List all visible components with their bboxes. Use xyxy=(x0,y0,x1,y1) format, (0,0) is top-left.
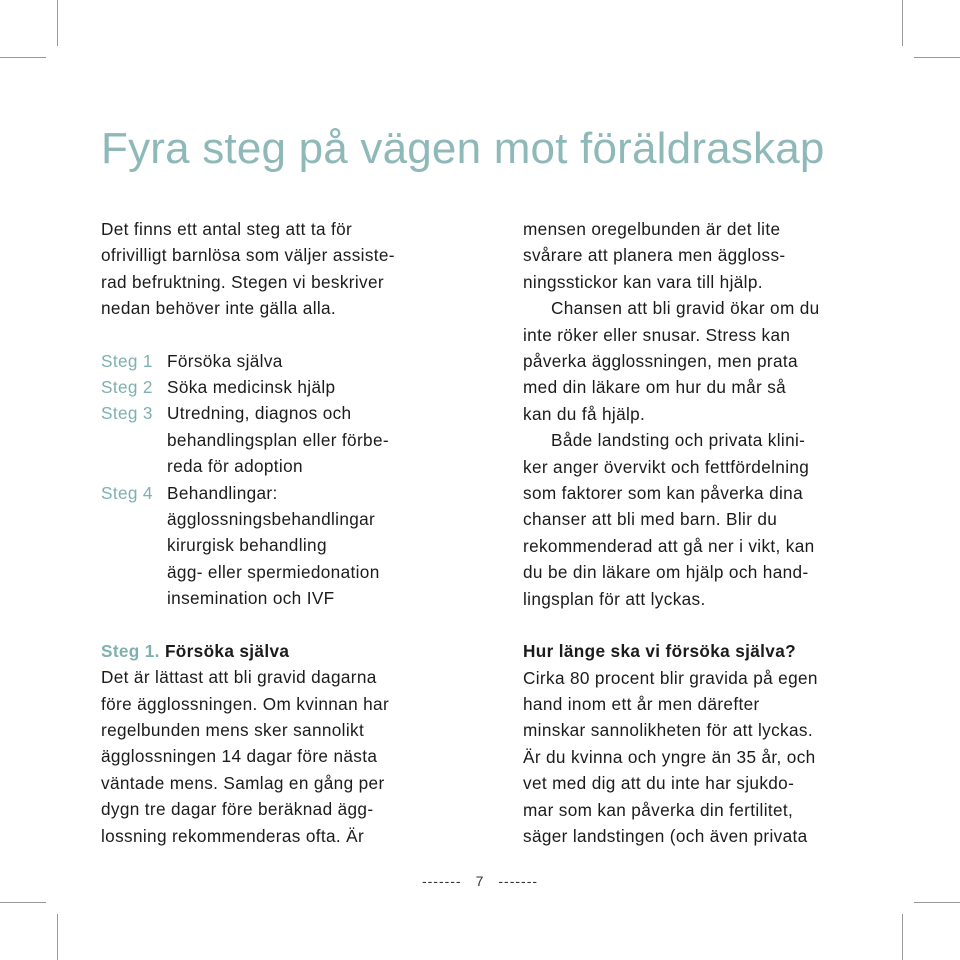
crop-mark-bottom-left-vertical xyxy=(57,914,58,960)
crop-mark-bottom-right-horizontal xyxy=(914,902,960,903)
step-item-1 xyxy=(101,348,481,374)
page-footer xyxy=(0,873,960,889)
steps-list xyxy=(101,348,481,612)
section-heading-key: Steg 1. xyxy=(101,640,160,661)
crop-mark-top-right-horizontal xyxy=(914,57,960,58)
footer-dashes-left: ------- xyxy=(421,873,462,889)
crop-mark-top-left-vertical xyxy=(57,0,58,46)
how-long-paragraph: Cirka 80 procent blir gravida på egen hand inom ett år men därefter minskar sannolikheten för att lyckas. Är du kvinna och yngre än 35 år, och vet med dig att du inte har sjukdo- mar som kan påverka din fertilitet, säger landstingen (och även privata xyxy=(523,667,818,846)
crop-mark-top-right-vertical xyxy=(902,0,903,46)
smoking-paragraph: Chansen att bli gravid ökar om du inte röker eller snusar. Stress kan påverka ägglossningen, men prata med din läkare om hur du mår så kan du få hjälp. xyxy=(523,298,820,424)
left-column xyxy=(101,216,481,849)
step-item-2 xyxy=(101,374,481,400)
step-label: Steg 1 xyxy=(101,350,153,371)
step-item-3 xyxy=(101,400,481,479)
page-number: 7 xyxy=(475,873,485,889)
section-heading-title: Försöka själva xyxy=(159,640,290,661)
weight-paragraph: Både landsting och privata klini- ker anger övervikt och fettfördelning som faktorer som kan påverka dina chanser att bli med barn. Blir du rekommenderad att gå ner i vikt, kan du be din läkare om hjälp och hand- lingsplan för att lyckas. xyxy=(523,430,815,609)
section-heading-how-long: Hur länge ska vi försöka själva? xyxy=(523,641,796,662)
step-text: Söka medicinsk hjälp xyxy=(167,377,336,398)
footer-dashes-right: ------- xyxy=(498,873,539,889)
step-label: Steg 3 xyxy=(101,403,153,424)
step-text: Försöka själva xyxy=(167,350,283,371)
crop-mark-bottom-right-vertical xyxy=(902,914,903,960)
step-item-4 xyxy=(101,480,481,612)
section-body-paragraph: Det är lättast att bli gravid dagarna före ägglossningen. Om kvinnan har regelbunden mens sker sannolikt ägglossningen 14 dagar före nästa väntade mens. Samlag en gång per dygn tre dagar före beräknad ägg- lossning rekommenderas ofta. Är xyxy=(101,667,390,846)
step-text: Utredning, diagnos och behandlingsplan eller förbe- reda för adoption xyxy=(167,403,389,477)
crop-mark-bottom-left-horizontal xyxy=(0,902,46,903)
section-heading-step-1 xyxy=(101,638,481,664)
page-title: Fyra steg på vägen mot föräldraskap xyxy=(101,124,825,173)
step-label: Steg 4 xyxy=(101,482,153,503)
intro-paragraph: Det finns ett antal steg att ta för ofrivilligt barnlösa som väljer assiste- rad befruktning. Stegen vi beskriver nedan behöver inte gälla alla. xyxy=(101,219,395,319)
step-label: Steg 2 xyxy=(101,377,153,398)
crop-mark-top-left-horizontal xyxy=(0,57,46,58)
step-text: Behandlingar: ägglossningsbehandlingar kirurgisk behandling ägg- eller spermiedonation insemination och IVF xyxy=(167,482,380,609)
continuation-paragraph: mensen oregelbunden är det lite svårare att planera men äggloss- ningsstickor kan vara till hjälp. xyxy=(523,219,786,292)
right-column xyxy=(523,216,903,849)
